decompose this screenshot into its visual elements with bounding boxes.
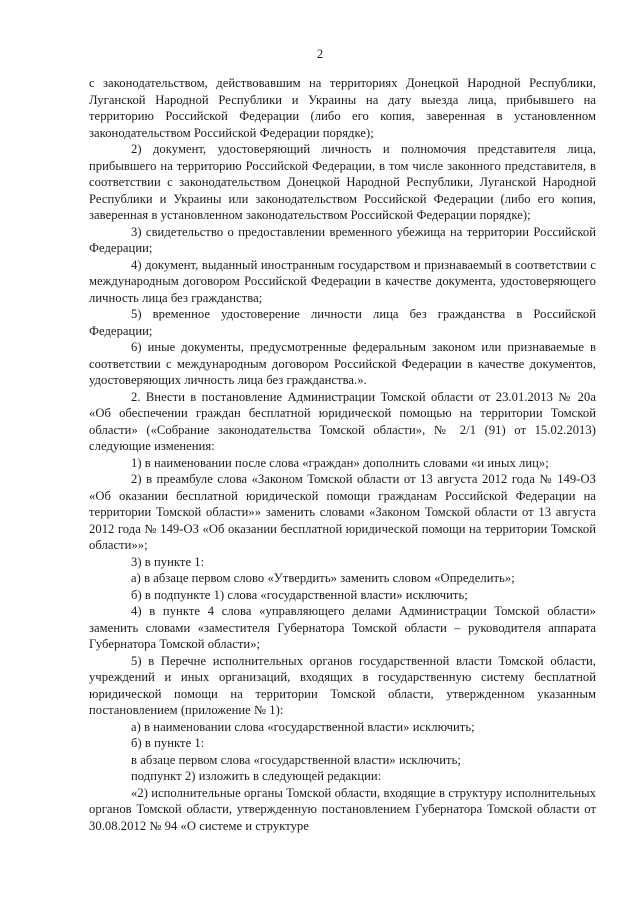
paragraph: подпункт 2) изложить в следующей редакции:	[131, 769, 382, 783]
paragraph: 4) в пункте 4 слова «управляющего делами Администрации Томской области» заменить словами «заместителя Губернатора Томской области – руководителя аппарата Губернатора Томской области»;	[89, 604, 596, 651]
paragraph: а) в наименовании слова «государственной власти» исключить;	[131, 719, 475, 734]
paragraph: 1) в наименовании после слова «граждан» дополнить словами «и иных лиц»;	[131, 455, 549, 470]
paragraph: 2) в преамбуле слова «Законом Томской области от 13 августа 2012 года № 149-ОЗ «Об оказании бесплатной юридической помощи гражданам Российской Федерации на территории Томской области»» заменить словами «Законом Томской области от 13 августа 2012 года № 149-ОЗ «Об оказании бесплатной юридической помощи на территории Томской области»»;	[89, 472, 596, 552]
paragraph: 3) в пункте 1:	[131, 554, 205, 569]
paragraph: 5) временное удостоверение личности лица без гражданства в Российской Федерации;	[89, 307, 596, 338]
paragraph: б) в подпункте 1) слова «государственной власти» исключить;	[131, 587, 468, 602]
paragraph: а) в абзаце первом слово «Утвердить» заменить словом «Определить»;	[131, 571, 515, 585]
paragraph: 2) документ, удостоверяющий личность и полномочия представителя лица, прибывшего на территорию Российской Федерации, в том числе законного представителя, в соответствии с законодательством Донецкой Народной Республики, Луганской Народной Республики и Украины или законодательством Российской Федерации (либо его копия, заверенная в установленном законодательством Российской Федерации порядке);	[89, 142, 596, 222]
page-number: 2	[316, 47, 324, 61]
paragraph: 3) свидетельство о предоставлении временного убежища на территории Российской Федерации;	[89, 224, 596, 255]
document-body	[89, 75, 596, 834]
paragraph: «2) исполнительные органы Томской области, входящие в структуру исполнительных органов Томской области, утвержденную постановлением Губернатора Томской области от 30.08.2012 № 94 «О системе и структуре	[89, 785, 596, 833]
paragraph: 2. Внести в постановление Администрации Томской области от 23.01.2013 № 20а «Об обеспечении граждан бесплатной юридической помощью на территории Томской области» («Собрание законодательства Томской области», № 2/1 (91) от 15.02.2013) следующие изменения:	[89, 389, 596, 453]
paragraph: 5) в Перечне исполнительных органов государственной власти Томской области, учреждений и иных организаций, входящих в государственную систему бесплатной юридической помощи на территории Томской области, утвержденном указанным постановлением (приложение № 1):	[89, 653, 596, 717]
paragraph: 4) документ, выданный иностранным государством и признаваемый в соответствии с международным договором Российской Федерации в качестве документа, удостоверяющего личность лица без гражданства;	[89, 257, 596, 305]
paragraph: в абзаце первом слова «государственной власти» исключить;	[131, 752, 461, 767]
paragraph: 6) иные документы, предусмотренные федеральным законом или признаваемые в соответствии с международным договором Российской Федерации в качестве документов, удостоверяющих личность лица без гражданства.».	[89, 340, 596, 387]
paragraph: с законодательством, действовавшим на территориях Донецкой Народной Республики, Луганской Народной Республики и Украины на дату выезда лица, прибывшего на территорию Российской Федерации (либо его копия, заверенная в установленном законодательством Российской Федерации порядке);	[89, 76, 596, 140]
paragraph: б) в пункте 1:	[131, 736, 205, 750]
